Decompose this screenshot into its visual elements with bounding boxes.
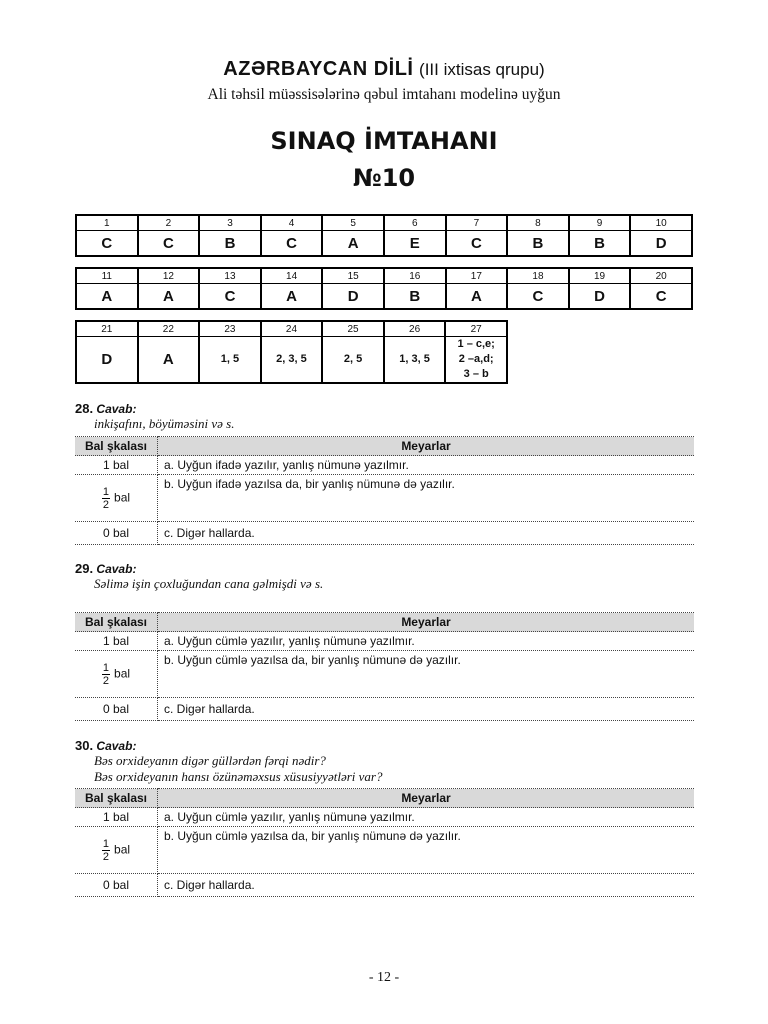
criterion-cell: a. Uyğun ifadə yazılır, yanlış nümunə yazılmır. <box>158 456 695 475</box>
score-cell: 0 bal <box>75 522 158 545</box>
answer-number: 6 <box>384 215 446 231</box>
answer-value: 2, 5 <box>322 337 384 384</box>
answer-number: 3 <box>199 215 261 231</box>
criterion-cell: a. Uyğun cümlə yazılır, yanlış nümunə yazılmır. <box>158 808 695 827</box>
question-number: 28. <box>75 401 94 416</box>
scale-header: Bal şkalası <box>75 613 158 632</box>
answer-value: 1, 3, 5 <box>384 337 446 384</box>
page-number: - 12 - <box>368 970 400 985</box>
answer-value: C <box>199 284 261 310</box>
question-30 <box>75 738 382 785</box>
criteria-table-29 <box>75 612 694 721</box>
answer-number: 18 <box>507 268 569 284</box>
answer-key-row-3 <box>75 320 508 384</box>
criteria-header: Meyarlar <box>158 789 695 808</box>
criteria-header: Meyarlar <box>158 437 695 456</box>
criteria-table-30 <box>75 788 694 897</box>
answer-value: D <box>322 284 384 310</box>
score-cell: 0 bal <box>75 698 158 721</box>
criterion-cell: c. Digər hallarda. <box>158 698 695 721</box>
answer-value: A <box>76 284 138 310</box>
answer-value: D <box>630 231 692 257</box>
score-cell: 0 bal <box>75 874 158 897</box>
answer-value: B <box>199 231 261 257</box>
page-title: SINAQ İMTAHANI <box>270 127 498 155</box>
answer-value: A <box>322 231 384 257</box>
answer-value: A <box>138 284 200 310</box>
answer-number: 24 <box>261 321 323 337</box>
answer-number: 13 <box>199 268 261 284</box>
answer-text: Bəs orxideyanın digər güllərdən fərqi nədir? <box>94 753 326 768</box>
exam-number: №10 <box>352 164 416 192</box>
answer-number: 21 <box>76 321 138 337</box>
criterion-cell: b. Uyğun ifadə yazılsa da, bir yanlış nümunə də yazılır. <box>158 475 695 522</box>
answer-value: 2, 3, 5 <box>261 337 323 384</box>
answer-number: 5 <box>322 215 384 231</box>
answer-value: A <box>261 284 323 310</box>
subject-title: AZƏRBAYCAN DİLİ <box>223 58 414 80</box>
answer-value: C <box>261 231 323 257</box>
answer-value: D <box>569 284 631 310</box>
half-fraction: $\frac{1}{2}$ <box>102 485 110 511</box>
answer-number: 17 <box>446 268 508 284</box>
criterion-cell: b. Uyğun cümlə yazılsa da, bir yanlış nümunə də yazılır. <box>158 651 695 698</box>
score-cell: 1 bal <box>75 632 158 651</box>
answer-value: A <box>138 337 200 384</box>
exam-subject <box>0 58 768 81</box>
answer-value: B <box>384 284 446 310</box>
score-cell: 1 bal <box>75 456 158 475</box>
answer-number: 23 <box>199 321 261 337</box>
answer-value: B <box>569 231 631 257</box>
criteria-header: Meyarlar <box>158 613 695 632</box>
answer-number: 8 <box>507 215 569 231</box>
answer-number: 16 <box>384 268 446 284</box>
question-header <box>75 561 323 576</box>
answer-number: 25 <box>322 321 384 337</box>
answer-number: 15 <box>322 268 384 284</box>
answer-number: 4 <box>261 215 323 231</box>
half-fraction: $\frac{1}{2}$ <box>102 661 110 687</box>
answer-number: 22 <box>138 321 200 337</box>
half-fraction: $\frac{1}{2}$ <box>102 837 110 863</box>
model-note: Ali təhsil müəssisələrinə qəbul imtahanı modelinə uyğun <box>207 86 561 103</box>
scale-header: Bal şkalası <box>75 789 158 808</box>
scale-header: Bal şkalası <box>75 437 158 456</box>
answer-key-row-2 <box>75 267 693 310</box>
answer-value: D <box>76 337 138 384</box>
subject-group: (III ixtisas qrupu) <box>419 60 545 79</box>
answer-number: 14 <box>261 268 323 284</box>
answer-text: inkişafını, böyüməsini və s. <box>94 416 235 431</box>
question-header <box>75 401 234 416</box>
answer-number: 20 <box>630 268 692 284</box>
answer-number: 27 <box>445 321 507 337</box>
criteria-table-28 <box>75 436 694 545</box>
question-header <box>75 738 382 753</box>
answer-value: C <box>138 231 200 257</box>
answer-number: 12 <box>138 268 200 284</box>
answer-number: 26 <box>384 321 446 337</box>
answer-value: C <box>507 284 569 310</box>
answer-number: 1 <box>76 215 138 231</box>
answer-text: Bəs orxideyanın hansı özünəməxsus xüsusiyyətləri var? <box>94 769 383 784</box>
criterion-cell: b. Uyğun cümlə yazılsa da, bir yanlış nümunə də yazılır. <box>158 827 695 874</box>
answer-label: Cavab: <box>96 402 137 416</box>
answer-label: Cavab: <box>96 739 137 753</box>
answer-number: 11 <box>76 268 138 284</box>
answer-value: E <box>384 231 446 257</box>
answer-value: C <box>446 231 508 257</box>
answer-number: 9 <box>569 215 631 231</box>
question-number: 30. <box>75 738 94 753</box>
answer-label: Cavab: <box>96 562 137 576</box>
answer-text: Səlimə işin çoxluğundan cana gəlmişdi və s. <box>94 576 324 591</box>
score-cell-half: $\frac{1}{2}$ bal <box>75 827 158 874</box>
answer-number: 10 <box>630 215 692 231</box>
answer-number: 19 <box>569 268 631 284</box>
answer-number: 2 <box>138 215 200 231</box>
score-cell-half: $\frac{1}{2}$ bal <box>75 475 158 522</box>
score-cell-half: $\frac{1}{2}$ bal <box>75 651 158 698</box>
answer-value: 1, 5 <box>199 337 261 384</box>
answer-key-row-1 <box>75 214 693 257</box>
question-29 <box>75 561 323 592</box>
answer-value: B <box>507 231 569 257</box>
criterion-cell: a. Uyğun cümlə yazılır, yanlış nümunə yazılmır. <box>158 632 695 651</box>
criterion-cell: c. Digər hallarda. <box>158 522 695 545</box>
answer-number: 7 <box>446 215 508 231</box>
question-number: 29. <box>75 561 94 576</box>
answer-value: A <box>446 284 508 310</box>
score-cell: 1 bal <box>75 808 158 827</box>
criterion-cell: c. Digər hallarda. <box>158 874 695 897</box>
answer-value: 1 – c,e; 2 –a,d; 3 – b <box>445 337 507 384</box>
answer-value: C <box>630 284 692 310</box>
question-28 <box>75 401 234 432</box>
answer-value: C <box>76 231 138 257</box>
